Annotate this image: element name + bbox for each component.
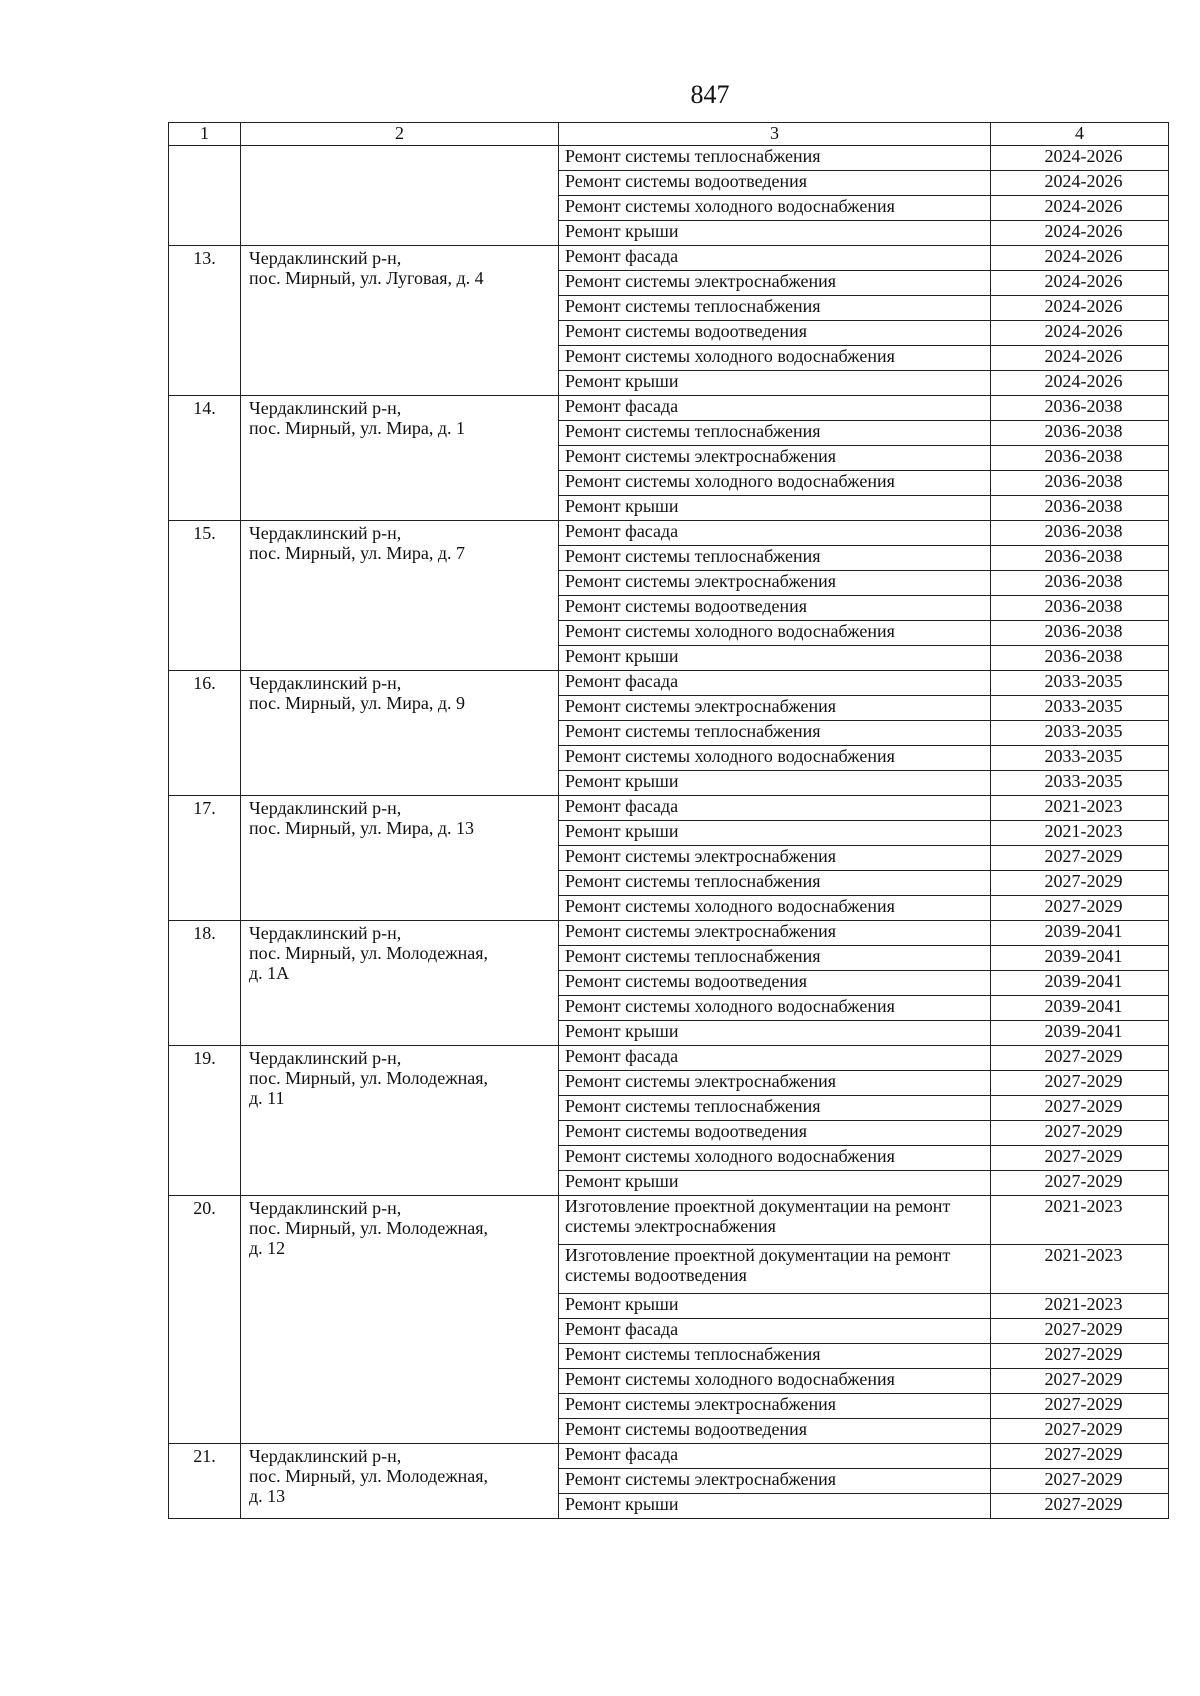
years-cell: 2033-2035 xyxy=(991,721,1169,746)
address-line: Чердаклинский р-н, xyxy=(249,673,402,693)
work-type-cell: Ремонт фасада xyxy=(559,1319,991,1344)
table-row xyxy=(169,796,1169,821)
years-cell: 2024-2026 xyxy=(991,196,1169,221)
row-number-cell: 18. xyxy=(169,921,241,1046)
years-cell: 2039-2041 xyxy=(991,996,1169,1021)
work-type-cell: Ремонт системы теплоснабжения xyxy=(559,546,991,571)
work-type-cell: Ремонт системы теплоснабжения xyxy=(559,146,991,171)
years-cell: 2024-2026 xyxy=(991,171,1169,196)
years-cell: 2036-2038 xyxy=(991,546,1169,571)
address-line: Чердаклинский р-н, xyxy=(249,1048,402,1068)
years-cell: 2024-2026 xyxy=(991,246,1169,271)
work-type-cell: Ремонт системы холодного водоснабжения xyxy=(559,746,991,771)
work-type-cell: Изготовление проектной документации на ремонт системы электроснабжения xyxy=(559,1196,991,1245)
row-number-cell: 21. xyxy=(169,1444,241,1519)
years-cell: 2036-2038 xyxy=(991,496,1169,521)
header-col-1: 1 xyxy=(169,123,241,146)
address-line: д. 1А xyxy=(249,963,290,983)
address-line: пос. Мирный, ул. Молодежная, xyxy=(249,1068,489,1088)
years-cell: 2027-2029 xyxy=(991,1046,1169,1071)
years-cell: 2027-2029 xyxy=(991,1121,1169,1146)
work-type-cell: Ремонт фасада xyxy=(559,1046,991,1071)
row-number-cell: 16. xyxy=(169,671,241,796)
work-type-cell: Ремонт системы водоотведения xyxy=(559,596,991,621)
years-cell: 2027-2029 xyxy=(991,1494,1169,1519)
address-cell xyxy=(241,1196,559,1444)
address-line: Чердаклинский р-н, xyxy=(249,1198,402,1218)
years-cell: 2021-2023 xyxy=(991,796,1169,821)
work-type-cell: Ремонт системы холодного водоснабжения xyxy=(559,1369,991,1394)
row-number-cell: 13. xyxy=(169,246,241,396)
address-cell xyxy=(241,671,559,796)
work-type-cell: Ремонт системы теплоснабжения xyxy=(559,871,991,896)
table-row xyxy=(169,1196,1169,1245)
address-cell xyxy=(241,1046,559,1196)
address-line: пос. Мирный, ул. Молодежная, xyxy=(249,1466,489,1486)
address-cell xyxy=(241,1444,559,1519)
years-cell: 2024-2026 xyxy=(991,296,1169,321)
table-row xyxy=(169,1444,1169,1469)
address-line: д. 13 xyxy=(249,1486,286,1506)
years-cell: 2036-2038 xyxy=(991,471,1169,496)
work-type-cell: Ремонт фасада xyxy=(559,396,991,421)
years-cell: 2036-2038 xyxy=(991,596,1169,621)
years-cell: 2039-2041 xyxy=(991,946,1169,971)
work-type-cell: Ремонт крыши xyxy=(559,496,991,521)
work-type-cell: Ремонт системы теплоснабжения xyxy=(559,946,991,971)
work-type-cell: Ремонт системы холодного водоснабжения xyxy=(559,996,991,1021)
work-type-cell: Ремонт системы электроснабжения xyxy=(559,446,991,471)
work-type-cell: Ремонт системы водоотведения xyxy=(559,1121,991,1146)
work-type-cell: Ремонт системы теплоснабжения xyxy=(559,1344,991,1369)
header-col-4: 4 xyxy=(991,123,1169,146)
years-cell: 2036-2038 xyxy=(991,396,1169,421)
table-row xyxy=(169,246,1169,271)
work-type-cell: Ремонт системы водоотведения xyxy=(559,971,991,996)
work-type-cell: Ремонт фасада xyxy=(559,521,991,546)
header-row xyxy=(169,123,1169,146)
table-header xyxy=(169,123,1169,146)
years-cell: 2036-2038 xyxy=(991,421,1169,446)
address-line: д. 11 xyxy=(249,1088,285,1108)
work-type-cell: Ремонт фасада xyxy=(559,246,991,271)
work-type-cell: Ремонт системы электроснабжения xyxy=(559,571,991,596)
years-cell: 2033-2035 xyxy=(991,696,1169,721)
work-type-cell: Ремонт системы электроснабжения xyxy=(559,1071,991,1096)
years-cell: 2036-2038 xyxy=(991,571,1169,596)
work-type-cell: Ремонт системы теплоснабжения xyxy=(559,721,991,746)
years-cell: 2024-2026 xyxy=(991,271,1169,296)
address-line: Чердаклинский р-н, xyxy=(249,923,402,943)
repair-schedule-table xyxy=(168,122,1169,1519)
address-line: пос. Мирный, ул. Мира, д. 7 xyxy=(249,543,466,563)
work-type-cell: Ремонт крыши xyxy=(559,371,991,396)
work-type-cell: Ремонт системы электроснабжения xyxy=(559,271,991,296)
years-cell: 2021-2023 xyxy=(991,1294,1169,1319)
work-type-cell: Ремонт системы холодного водоснабжения xyxy=(559,896,991,921)
work-type-cell: Ремонт крыши xyxy=(559,1294,991,1319)
work-type-cell: Ремонт крыши xyxy=(559,821,991,846)
address-cell xyxy=(241,246,559,396)
address-line: пос. Мирный, ул. Молодежная, xyxy=(249,1218,489,1238)
years-cell: 2027-2029 xyxy=(991,1419,1169,1444)
years-cell: 2027-2029 xyxy=(991,1369,1169,1394)
work-type-cell: Ремонт системы холодного водоснабжения xyxy=(559,196,991,221)
work-type-cell: Ремонт крыши xyxy=(559,1494,991,1519)
years-cell: 2039-2041 xyxy=(991,1021,1169,1046)
work-type-cell: Ремонт крыши xyxy=(559,1021,991,1046)
years-cell: 2036-2038 xyxy=(991,446,1169,471)
years-cell: 2039-2041 xyxy=(991,921,1169,946)
page-number: 847 xyxy=(690,80,730,109)
years-cell: 2036-2038 xyxy=(991,621,1169,646)
address-cell xyxy=(241,521,559,671)
address-cell xyxy=(241,396,559,521)
row-number-cell: 17. xyxy=(169,796,241,921)
work-type-cell: Ремонт фасада xyxy=(559,671,991,696)
years-cell: 2027-2029 xyxy=(991,1319,1169,1344)
work-type-cell: Ремонт системы водоотведения xyxy=(559,171,991,196)
work-type-cell: Ремонт крыши xyxy=(559,221,991,246)
work-type-cell: Ремонт системы водоотведения xyxy=(559,1419,991,1444)
table-row xyxy=(169,396,1169,421)
address-line: Чердаклинский р-н, xyxy=(249,798,402,818)
work-type-cell: Ремонт системы электроснабжения xyxy=(559,846,991,871)
years-cell: 2027-2029 xyxy=(991,846,1169,871)
years-cell: 2027-2029 xyxy=(991,1071,1169,1096)
address-line: Чердаклинский р-н, xyxy=(249,248,402,268)
address-cell xyxy=(241,921,559,1046)
work-type-cell: Ремонт системы холодного водоснабжения xyxy=(559,621,991,646)
work-type-cell: Ремонт крыши xyxy=(559,646,991,671)
address-line: Чердаклинский р-н, xyxy=(249,1446,402,1466)
years-cell: 2024-2026 xyxy=(991,221,1169,246)
years-cell: 2021-2023 xyxy=(991,821,1169,846)
table-row xyxy=(169,921,1169,946)
address-line: пос. Мирный, ул. Мира, д. 13 xyxy=(249,818,475,838)
years-cell: 2024-2026 xyxy=(991,346,1169,371)
work-type-cell: Ремонт фасада xyxy=(559,796,991,821)
years-cell: 2024-2026 xyxy=(991,321,1169,346)
address-line: пос. Мирный, ул. Мира, д. 1 xyxy=(249,418,466,438)
years-cell: 2033-2035 xyxy=(991,746,1169,771)
address-line: д. 12 xyxy=(249,1238,286,1258)
work-type-cell: Ремонт системы электроснабжения xyxy=(559,921,991,946)
row-number-cell xyxy=(169,146,241,246)
work-type-cell: Ремонт крыши xyxy=(559,771,991,796)
work-type-cell: Ремонт крыши xyxy=(559,1171,991,1196)
row-number-cell: 20. xyxy=(169,1196,241,1444)
address-line: пос. Мирный, ул. Луговая, д. 4 xyxy=(249,268,484,288)
work-type-cell: Ремонт системы электроснабжения xyxy=(559,1469,991,1494)
table-row xyxy=(169,671,1169,696)
years-cell: 2024-2026 xyxy=(991,146,1169,171)
years-cell: 2036-2038 xyxy=(991,521,1169,546)
work-type-cell: Ремонт системы холодного водоснабжения xyxy=(559,346,991,371)
years-cell: 2027-2029 xyxy=(991,896,1169,921)
years-cell: 2027-2029 xyxy=(991,1394,1169,1419)
years-cell: 2021-2023 xyxy=(991,1196,1169,1245)
years-cell: 2027-2029 xyxy=(991,1344,1169,1369)
table-body xyxy=(169,146,1169,1519)
years-cell: 2036-2038 xyxy=(991,646,1169,671)
header-col-3: 3 xyxy=(559,123,991,146)
years-cell: 2027-2029 xyxy=(991,1469,1169,1494)
row-number-cell: 19. xyxy=(169,1046,241,1196)
header-col-2: 2 xyxy=(241,123,559,146)
address-line: пос. Мирный, ул. Мира, д. 9 xyxy=(249,693,466,713)
work-type-cell: Ремонт системы электроснабжения xyxy=(559,1394,991,1419)
work-type-cell: Изготовление проектной документации на ремонт системы водоотведения xyxy=(559,1245,991,1294)
table-row xyxy=(169,521,1169,546)
years-cell: 2039-2041 xyxy=(991,971,1169,996)
address-cell xyxy=(241,146,559,246)
work-type-cell: Ремонт системы водоотведения xyxy=(559,321,991,346)
years-cell: 2027-2029 xyxy=(991,1444,1169,1469)
work-type-cell: Ремонт системы холодного водоснабжения xyxy=(559,471,991,496)
years-cell: 2027-2029 xyxy=(991,1146,1169,1171)
table-row xyxy=(169,1046,1169,1071)
work-type-cell: Ремонт фасада xyxy=(559,1444,991,1469)
row-number-cell: 15. xyxy=(169,521,241,671)
row-number-cell: 14. xyxy=(169,396,241,521)
work-type-cell: Ремонт системы теплоснабжения xyxy=(559,421,991,446)
years-cell: 2021-2023 xyxy=(991,1245,1169,1294)
table-row xyxy=(169,146,1169,171)
work-type-cell: Ремонт системы теплоснабжения xyxy=(559,296,991,321)
years-cell: 2033-2035 xyxy=(991,771,1169,796)
years-cell: 2024-2026 xyxy=(991,371,1169,396)
address-line: пос. Мирный, ул. Молодежная, xyxy=(249,943,489,963)
years-cell: 2027-2029 xyxy=(991,871,1169,896)
address-line: Чердаклинский р-н, xyxy=(249,523,402,543)
work-type-cell: Ремонт системы холодного водоснабжения xyxy=(559,1146,991,1171)
address-cell xyxy=(241,796,559,921)
years-cell: 2033-2035 xyxy=(991,671,1169,696)
years-cell: 2027-2029 xyxy=(991,1096,1169,1121)
work-type-cell: Ремонт системы теплоснабжения xyxy=(559,1096,991,1121)
work-type-cell: Ремонт системы электроснабжения xyxy=(559,696,991,721)
years-cell: 2027-2029 xyxy=(991,1171,1169,1196)
address-line: Чердаклинский р-н, xyxy=(249,398,402,418)
